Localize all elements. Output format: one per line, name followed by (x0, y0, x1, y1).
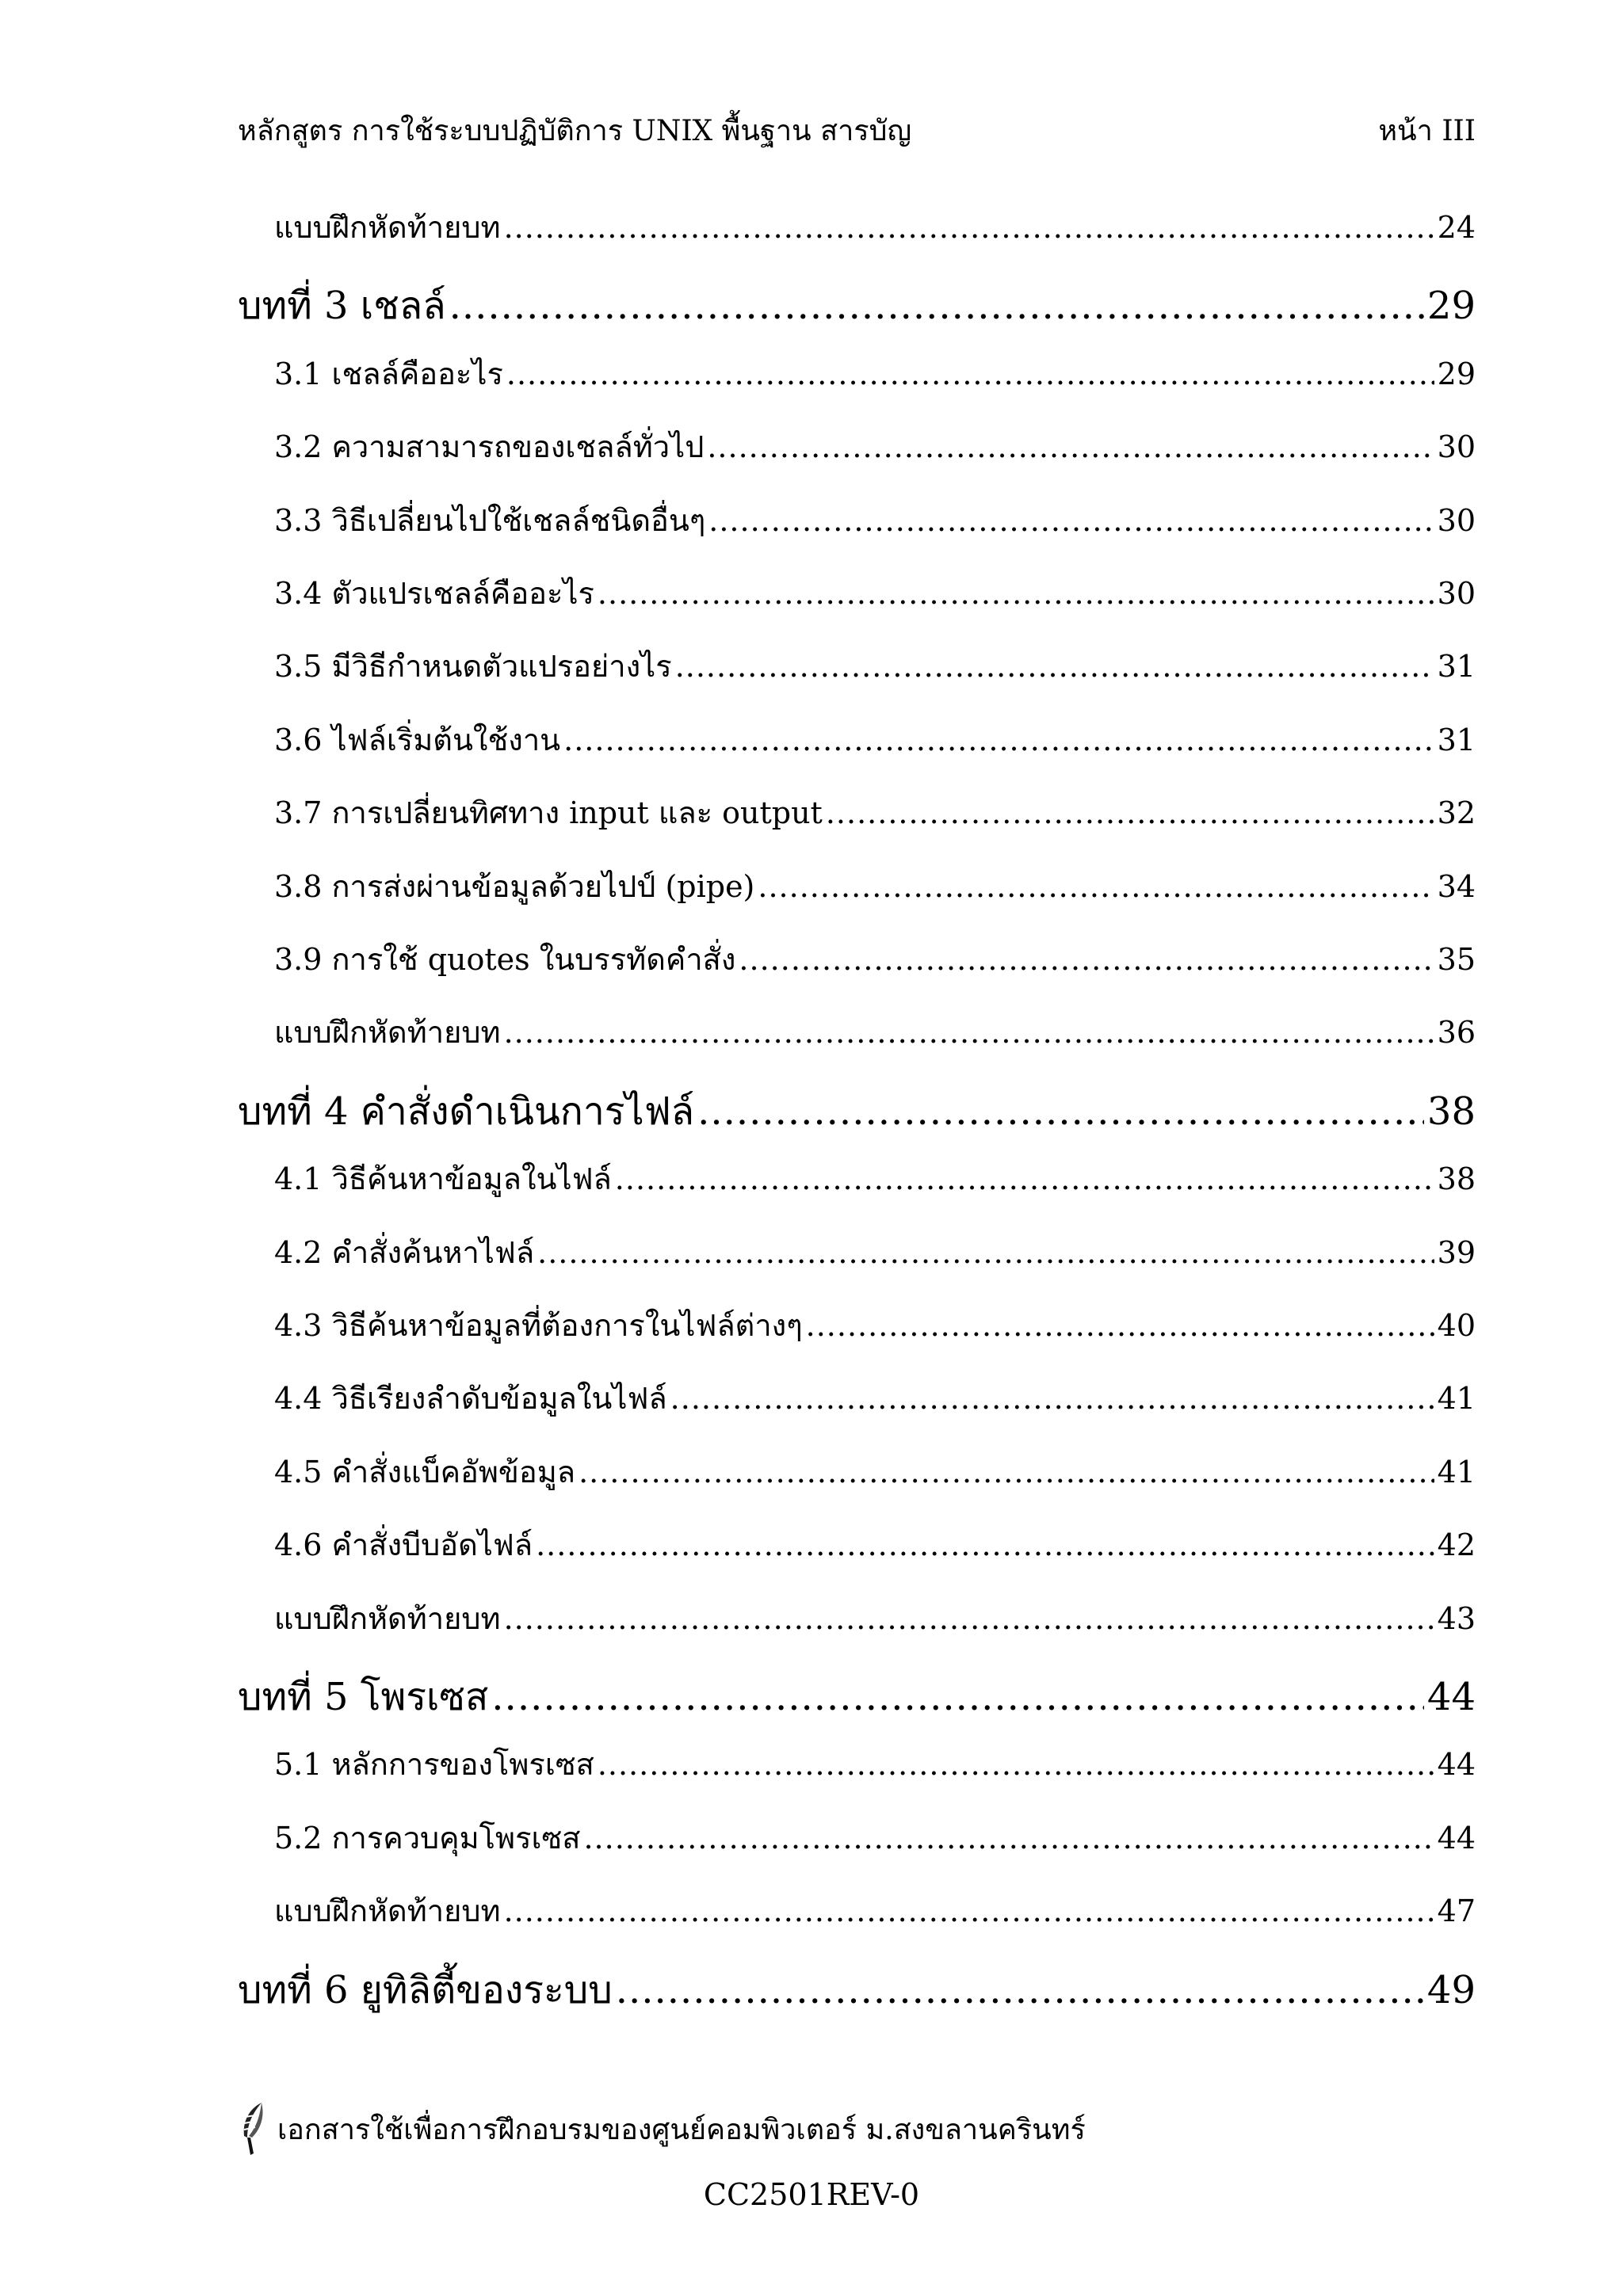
toc-dot-leader (670, 1381, 1434, 1416)
toc-entry-page: 34 (1437, 868, 1476, 904)
footer-note (238, 2101, 1086, 2157)
toc-section-row (274, 1301, 1476, 1349)
toc-section-row (274, 1228, 1476, 1276)
toc-entry-page: 30 (1437, 502, 1476, 538)
toc-section-row (274, 1740, 1476, 1788)
toc-entry-title: แบบฝึกหัดท้ายบท (274, 1600, 501, 1636)
toc-section-row (274, 1594, 1476, 1642)
toc-entry-title: แบบฝึกหัดท้ายบท (274, 1015, 501, 1051)
toc-entry-title: แบบฝึกหัดท้ายบท (274, 1894, 501, 1929)
toc-entry-page: 44 (1437, 1820, 1476, 1855)
toc-section-row (274, 715, 1476, 764)
toc-section-row (274, 203, 1476, 251)
toc-section-row (274, 349, 1476, 398)
toc-entry-page: 24 (1437, 210, 1476, 245)
toc-dot-leader (449, 284, 1424, 328)
toc-dot-leader (504, 210, 1434, 245)
toc-section-row (274, 1154, 1476, 1203)
quill-pen-icon (238, 2101, 273, 2157)
toc-entry-title: 4.1 วิธีค้นหาข้อมูลในไฟล์ (274, 1161, 612, 1197)
toc-section-row (274, 1886, 1476, 1935)
toc-entry-page: 29 (1437, 356, 1476, 391)
toc-entry-title: บทที่ 5 โพรเซส (238, 1675, 489, 1719)
toc-dot-leader (504, 1015, 1434, 1050)
toc-entry-page: 49 (1426, 1967, 1476, 2012)
toc-entry-page: 35 (1437, 942, 1476, 977)
toc-entry-title: 5.1 หลักการของโพรเซส (274, 1747, 594, 1783)
toc-entry-page: 32 (1437, 795, 1476, 831)
toc-entry-title: 3.2 ความสามารถของเชลล์ทั่วไป (274, 429, 705, 465)
toc-dot-leader (536, 1527, 1434, 1562)
toc-section-row (274, 1374, 1476, 1422)
toc-section-row (274, 935, 1476, 983)
toc-entry-page: 38 (1437, 1161, 1476, 1197)
toc-entry-title: 4.2 คำสั่งค้นหาไฟล์ (274, 1234, 535, 1270)
footer-note-text: เอกสารใช้เพื่อการฝึกอบรมของศูนย์คอมพิวเตอร์ ม.สงขลานครินทร์ (277, 2113, 1086, 2146)
toc-dot-leader (504, 1894, 1434, 1928)
toc-dot-leader (708, 503, 1434, 538)
toc-section-row (274, 422, 1476, 471)
toc-entry-title: 4.6 คำสั่งบีบอัดไฟล์ (274, 1527, 533, 1563)
page-header (238, 108, 1476, 155)
toc-entry-title: 3.9 การใช้ quotes ในบรรทัดคำสั่ง (274, 942, 736, 977)
toc-dot-leader (537, 1235, 1434, 1270)
toc-entry-title: 5.2 การควบคุมโพรเซส (274, 1820, 581, 1855)
toc-dot-leader (491, 1675, 1424, 1719)
toc-entry-page: 41 (1437, 1454, 1476, 1489)
header-title: หลักสูตร การใช้ระบบปฏิบัติการ UNIX พื้นฐาน สารบัญ (238, 115, 912, 147)
toc-dot-leader (616, 1968, 1424, 2012)
toc-dot-leader (739, 942, 1434, 977)
toc-dot-leader (583, 1821, 1434, 1855)
toc-dot-leader (806, 1308, 1434, 1343)
toc-entry-title: 3.4 ตัวแปรเชลล์คืออะไร (274, 576, 594, 611)
toc-section-row (274, 788, 1476, 837)
toc-dot-leader (598, 1747, 1434, 1782)
toc-entry-title: 3.5 มีวิธีกำหนดตัวแปรอย่างไร (274, 649, 672, 685)
toc-dot-leader (675, 649, 1434, 684)
toc-dot-leader (707, 429, 1434, 464)
toc-entry-page: 43 (1437, 1600, 1476, 1636)
toc-dot-leader (504, 1601, 1434, 1636)
toc-dot-leader (758, 869, 1434, 904)
toc-entry-page: 39 (1437, 1234, 1476, 1270)
toc-entry-title: แบบฝึกหัดท้ายบท (274, 210, 501, 245)
document-code: CC2501REV-0 (703, 2177, 920, 2212)
toc-entry-page: 31 (1437, 722, 1476, 757)
toc-dot-leader (615, 1161, 1434, 1196)
toc-entry-title: บทที่ 6 ยูทิลิตี้ของระบบ (238, 1967, 613, 2012)
toc-entry-page: 38 (1426, 1089, 1476, 1134)
toc-section-row (274, 1520, 1476, 1569)
toc-dot-leader (697, 1089, 1424, 1134)
toc-chapter-row (238, 1960, 1476, 2020)
toc-entry-title: 3.6 ไฟล์เริ่มต้นใช้งาน (274, 722, 561, 757)
toc-entry-title: 4.3 วิธีค้นหาข้อมูลที่ต้องการในไฟล์ต่างๆ (274, 1308, 803, 1343)
toc-entry-page: 31 (1437, 649, 1476, 685)
toc-dot-leader (598, 576, 1434, 611)
toc-entry-page: 44 (1426, 1675, 1476, 1719)
toc-section-row (274, 1814, 1476, 1862)
header-page-number: หน้า III (1378, 115, 1476, 147)
toc-section-row (274, 1008, 1476, 1056)
toc-section-row (274, 496, 1476, 544)
toc-entry-page: 36 (1437, 1015, 1476, 1051)
toc-dot-leader (826, 795, 1434, 830)
toc-entry-title: บทที่ 4 คำสั่งดำเนินการไฟล์ (238, 1089, 695, 1134)
toc-dot-leader (579, 1455, 1434, 1489)
toc-section-row (274, 642, 1476, 690)
toc-entry-title: 3.3 วิธีเปลี่ยนไปใช้เชลล์ชนิดอื่นๆ (274, 502, 706, 538)
toc-entry-page: 42 (1437, 1527, 1476, 1563)
toc-chapter-row (238, 1667, 1476, 1727)
toc-dot-leader (506, 357, 1434, 391)
toc-entry-page: 44 (1437, 1747, 1476, 1783)
toc-section-row (274, 569, 1476, 617)
toc-section-row (274, 1447, 1476, 1496)
toc-section-row (274, 862, 1476, 910)
toc-entry-page: 30 (1437, 429, 1476, 465)
toc-entry-page: 40 (1437, 1308, 1476, 1343)
toc-chapter-row (238, 276, 1476, 336)
toc-entry-title: 4.4 วิธีเรียงลำดับข้อมูลในไฟล์ (274, 1381, 667, 1417)
toc-entry-title: 3.7 การเปลี่ยนทิศทาง input และ output (274, 795, 823, 831)
toc-entry-page: 30 (1437, 576, 1476, 611)
toc-entry-title: 3.1 เชลล์คืออะไร (274, 356, 503, 391)
toc-entry-title: บทที่ 3 เชลล์ (238, 284, 446, 329)
toc-chapter-row (238, 1081, 1476, 1142)
toc-entry-title: 4.5 คำสั่งแบ็คอัพข้อมูล (274, 1454, 576, 1489)
toc-entry-page: 29 (1426, 284, 1476, 329)
toc-entry-page: 47 (1437, 1894, 1476, 1929)
toc-entry-title: 3.8 การส่งผ่านข้อมูลด้วยไปป์ (pipe) (274, 868, 755, 904)
toc-entry-page: 41 (1437, 1381, 1476, 1417)
toc-dot-leader (563, 723, 1434, 757)
